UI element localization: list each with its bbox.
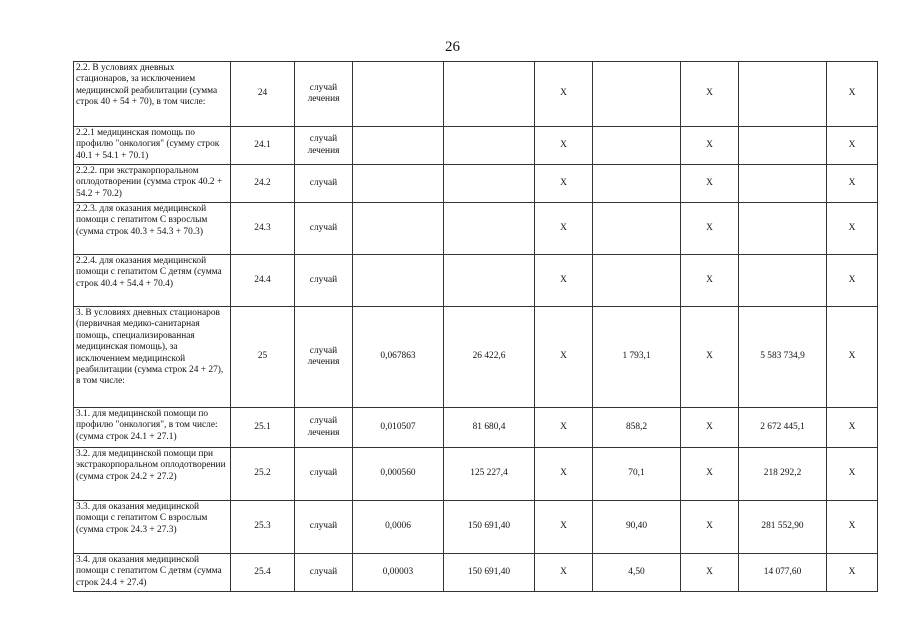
col6-cell: X (535, 203, 593, 255)
unit-cell: случай лечения (295, 307, 353, 408)
norm-cost-cell (444, 62, 535, 127)
col6-cell: X (535, 408, 593, 448)
norm-cost-cell (444, 203, 535, 255)
col10-cell: X (827, 255, 878, 307)
unit-cell: случай лечения (295, 408, 353, 448)
unit-cell: случай (295, 501, 353, 554)
total-cost-cell (739, 127, 827, 165)
per-capita-cell: 90,40 (593, 501, 681, 554)
norm-volume-cell (353, 165, 444, 203)
col10-cell: X (827, 203, 878, 255)
row-name-cell: 2.2.3. для оказания медицинской помощи с гепатитом С взрослым (сумма строк 40.3 + 54.3 + 70.3) (74, 203, 231, 255)
per-capita-cell: 4,50 (593, 554, 681, 592)
col10-cell: X (827, 554, 878, 592)
col8-cell: X (681, 165, 739, 203)
row-name-cell: 2.2. В условиях дневных стационаров, за исключением медицинской реабилитации (сумма строк 40 + 54 + 70), в том числе: (74, 62, 231, 127)
col10-cell: X (827, 127, 878, 165)
page-number: 26 (445, 39, 460, 55)
norm-cost-cell (444, 165, 535, 203)
norm-cost-cell: 150 691,40 (444, 554, 535, 592)
col6-cell: X (535, 448, 593, 501)
per-capita-cell: 1 793,1 (593, 307, 681, 408)
col8-cell: X (681, 307, 739, 408)
per-capita-cell (593, 127, 681, 165)
row-code-cell: 25.4 (231, 554, 295, 592)
col8-cell: X (681, 203, 739, 255)
norm-cost-cell (444, 255, 535, 307)
row-code-cell: 25.1 (231, 408, 295, 448)
table-row (74, 554, 878, 592)
col10-cell: X (827, 165, 878, 203)
norm-cost-cell (444, 127, 535, 165)
total-cost-cell (739, 165, 827, 203)
row-name-cell: 3.4. для оказания медицинской помощи с гепатитом С детям (сумма строк 24.4 + 27.4) (74, 554, 231, 592)
norm-volume-cell (353, 127, 444, 165)
table-row (74, 307, 878, 408)
col8-cell: X (681, 554, 739, 592)
table-row (74, 408, 878, 448)
norm-volume-cell (353, 203, 444, 255)
total-cost-cell: 2 672 445,1 (739, 408, 827, 448)
per-capita-cell (593, 62, 681, 127)
row-name-cell: 2.2.2. при экстракорпоральном оплодотворении (сумма строк 40.2 + 54.2 + 70.2) (74, 165, 231, 203)
norm-volume-cell: 0,067863 (353, 307, 444, 408)
per-capita-cell: 70,1 (593, 448, 681, 501)
row-code-cell: 24.1 (231, 127, 295, 165)
col8-cell: X (681, 62, 739, 127)
col6-cell: X (535, 62, 593, 127)
row-name-cell: 3. В условиях дневных стационаров (первичная медико-санитарная помощь, специализированная медицинская помощь), за исключением медицинской реабилитации (сумма строк 24 + 27), в том числе: (74, 307, 231, 408)
col6-cell: X (535, 554, 593, 592)
col8-cell: X (681, 501, 739, 554)
row-code-cell: 24.4 (231, 255, 295, 307)
per-capita-cell (593, 203, 681, 255)
total-cost-cell (739, 203, 827, 255)
norm-volume-cell: 0,0006 (353, 501, 444, 554)
norm-cost-cell: 150 691,40 (444, 501, 535, 554)
col6-cell: X (535, 165, 593, 203)
col8-cell: X (681, 408, 739, 448)
norm-cost-cell: 81 680,4 (444, 408, 535, 448)
col6-cell: X (535, 501, 593, 554)
financing-table (73, 61, 878, 592)
per-capita-cell: 858,2 (593, 408, 681, 448)
total-cost-cell (739, 255, 827, 307)
unit-cell: случай лечения (295, 127, 353, 165)
row-code-cell: 25.2 (231, 448, 295, 501)
table-row (74, 62, 878, 127)
total-cost-cell: 14 077,60 (739, 554, 827, 592)
col10-cell: X (827, 62, 878, 127)
norm-cost-cell: 26 422,6 (444, 307, 535, 408)
norm-volume-cell (353, 255, 444, 307)
unit-cell: случай (295, 554, 353, 592)
total-cost-cell (739, 62, 827, 127)
unit-cell: случай лечения (295, 62, 353, 127)
col6-cell: X (535, 307, 593, 408)
unit-cell: случай (295, 255, 353, 307)
norm-volume-cell: 0,010507 (353, 408, 444, 448)
col10-cell: X (827, 501, 878, 554)
norm-volume-cell: 0,00003 (353, 554, 444, 592)
col6-cell: X (535, 255, 593, 307)
col8-cell: X (681, 127, 739, 165)
table-row (74, 203, 878, 255)
unit-cell: случай (295, 165, 353, 203)
norm-volume-cell (353, 62, 444, 127)
table-row (74, 501, 878, 554)
unit-cell: случай (295, 448, 353, 501)
total-cost-cell: 218 292,2 (739, 448, 827, 501)
col6-cell: X (535, 127, 593, 165)
table-row (74, 448, 878, 501)
row-code-cell: 24.2 (231, 165, 295, 203)
table-row (74, 255, 878, 307)
row-code-cell: 24 (231, 62, 295, 127)
norm-cost-cell: 125 227,4 (444, 448, 535, 501)
table-row (74, 165, 878, 203)
row-code-cell: 25 (231, 307, 295, 408)
row-code-cell: 25.3 (231, 501, 295, 554)
col10-cell: X (827, 408, 878, 448)
total-cost-cell: 5 583 734,9 (739, 307, 827, 408)
col10-cell: X (827, 448, 878, 501)
col8-cell: X (681, 255, 739, 307)
norm-volume-cell: 0,000560 (353, 448, 444, 501)
per-capita-cell (593, 165, 681, 203)
row-name-cell: 3.2. для медицинской помощи при экстракорпоральном оплодотворении (сумма строк 24.2 + 27.2) (74, 448, 231, 501)
row-name-cell: 2.2.4. для оказания медицинской помощи с гепатитом С детям (сумма строк 40.4 + 54.4 + 70.4) (74, 255, 231, 307)
table-body (74, 62, 878, 592)
row-name-cell: 2.2.1 медицинская помощь по профилю "онкология" (сумму строк 40.1 + 54.1 + 70.1) (74, 127, 231, 165)
row-code-cell: 24.3 (231, 203, 295, 255)
row-name-cell: 3.1. для медицинской помощи по профилю "онкология", в том числе: (сумма строк 24.1 + 27.1) (74, 408, 231, 448)
col10-cell: X (827, 307, 878, 408)
unit-cell: случай (295, 203, 353, 255)
col8-cell: X (681, 448, 739, 501)
row-name-cell: 3.3. для оказания медицинской помощи с гепатитом С взрослым (сумма строк 24.3 + 27.3) (74, 501, 231, 554)
per-capita-cell (593, 255, 681, 307)
total-cost-cell: 281 552,90 (739, 501, 827, 554)
table-row (74, 127, 878, 165)
